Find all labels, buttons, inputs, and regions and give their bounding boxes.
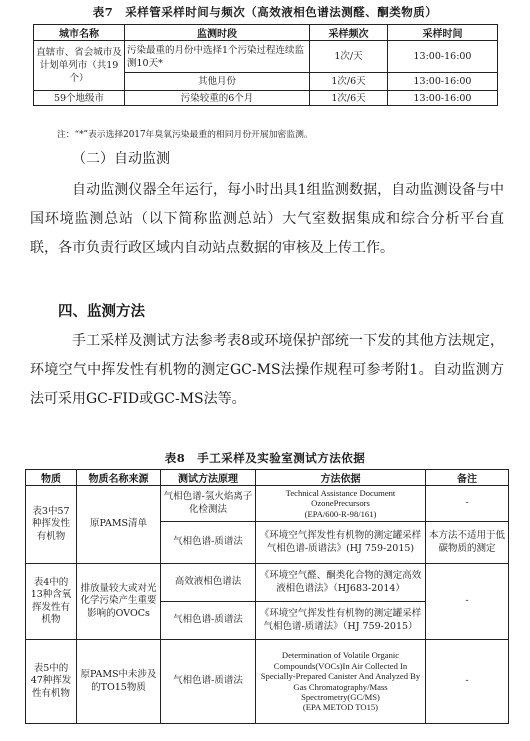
table-row [26,564,509,602]
remark-cell: 本方法不适用于低碳物质的测定 [426,522,509,564]
column-header: 采样频次 [310,25,388,41]
column-header: 方法依据 [256,470,426,486]
basis-cell: Determination of Volatile Organic Compounds(VOCs)In Air Collected In Specially-Prepared Canister And Analyzed By Gas Chromatography/Mass Spectrometry(GC/MS) (EPA METOD TO15) [256,640,426,724]
test-methods-table [25,469,509,724]
column-header: 备注 [426,470,509,486]
basis-cell: 《环境空气挥发性有机物的测定罐采样气相色谱-质谱法》(HJ 759-2015) [256,522,426,564]
remark-cell: - [426,486,509,522]
substance-cell: 表5中的47种挥发性有机物 [26,640,77,724]
sampling-schedule-table [33,24,498,106]
principle-cell: 气相色谱-氢火焰离子化检测法 [161,486,256,522]
substance-cell: 表4中的13种含氧挥发性有机物 [26,564,77,640]
table-row [34,41,498,73]
column-header: 物质 [26,470,77,486]
table-header-row [34,25,498,41]
frequency-cell: 1次/6天 [310,73,388,91]
table-header-row [26,470,509,486]
table8-caption: 表8 手工采样及实验室测试方法依据 [164,451,366,465]
time-cell: 13:00-16:00 [388,41,498,73]
basis-cell: Technical Assistance Document OzonePrecursors (EPA/600-R-98/161) [256,486,426,522]
city-cell: 直辖市、省会城市及计划单列市（共19个） [34,41,125,91]
period-cell: 污染最重的月份中选择1个污染过程连续监测10天* [125,41,310,73]
remark-cell: - [426,564,509,640]
column-header: 监测时段 [125,25,310,41]
table-row [34,91,498,106]
principle-cell: 气相色谱-质谱法 [161,522,256,564]
table-row [26,486,509,522]
principle-cell: 气相色谱-质谱法 [161,640,256,724]
substance-cell: 表3中57种挥发性有机物 [26,486,77,564]
frequency-cell: 1次/天 [310,41,388,73]
table7-note: 注：“*”表示选择2017年臭氧污染最重的相同月份开展加密监测。 [57,130,313,140]
column-header: 城市名称 [34,25,125,41]
column-header: 测试方法原理 [161,470,256,486]
source-cell: 原PAMS中未涉及的TO15物质 [77,640,161,724]
column-header: 物质名称来源 [77,470,161,486]
time-cell: 13:00-16:00 [388,91,498,106]
auto-monitoring-paragraph: 自动监测仪器全年运行，每小时出具1组监测数据，自动监测设备与中国环境监测总站（以下简称监测总站）大气室数据集成和综合分析平台直联，各市负责行政区域内自动站点数据的审核及上传工作。 [30,182,504,256]
source-cell: 排放量较大或对光化学污染产生重要影响的OVOCs [77,564,161,640]
table7-caption: 表7 采样管采样时间与频次（高效液相色谱法测醛、酮类物质） [92,5,438,19]
time-cell: 13:00-16:00 [388,73,498,91]
column-header: 采样时间 [388,25,498,41]
table-row [26,640,509,724]
frequency-cell: 1次/6天 [310,91,388,106]
principle-cell: 气相色谱-质谱法 [161,602,256,640]
source-cell: 原PAMS清单 [77,486,161,564]
basis-cell: 《环境空气挥发性有机物的测定罐采样气相色谱-质谱法》（HJ 759-2015） [256,602,426,640]
section-heading-auto-monitoring: （二）自动监测 [72,151,170,167]
methods-paragraph: 手工采样及测试方法参考表8或环境保护部统一下发的其他方法规定，环境空气中挥发性有机物的测定GC-MS法操作规程可参考附1。自动监测方法可采用GC-FID或GC-MS法等。 [30,333,504,407]
period-cell: 其他月份 [125,73,310,91]
basis-cell: 《环境空气醛、酮类化合物的测定高效液相色谱法》（HJ683-2014） [256,564,426,602]
section-heading-methods: 四、监测方法 [58,304,145,320]
remark-cell: - [426,640,509,724]
principle-cell: 高效液相色谱法 [161,564,256,602]
city-cell: 59个地级市 [34,91,125,106]
period-cell: 污染较重的6个月 [125,91,310,106]
